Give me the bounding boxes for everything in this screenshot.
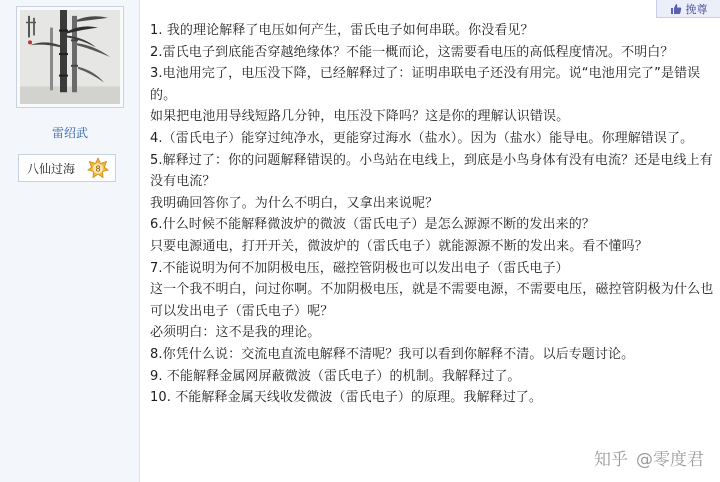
- post-line: 必须明白：这不是我的理论。: [150, 325, 321, 341]
- post-line: 5.解释过了：你的问题解释错误的。小鸟站在电线上，到底是小鸟身体有没有电流？还是电线上有没有电流？: [150, 152, 713, 190]
- user-sidebar: [0, 0, 140, 482]
- level-badge-icon: [87, 157, 109, 179]
- bamboo-painting-icon: [20, 10, 120, 104]
- post-line: 4.（雷氏电子）能穿过纯净水，更能穿过海水（盐水）。因为（盐水）能导电。你理解错误了。: [150, 130, 694, 146]
- post-line: 这一个我不明白，问过你啊。不加阴极电压，就是不需要电源，不需要电压，磁控管阴极为什么也可以发出电子（雷氏电子）呢？: [150, 282, 714, 319]
- report-label: 挽尊: [685, 2, 708, 16]
- post-line: 8.你凭什么说：交流电直流电解释不清呢？我可以看到你解释不清。以后专题讨论。: [150, 346, 635, 362]
- watermark-brand: 知乎: [594, 450, 628, 470]
- report-button[interactable]: [656, 0, 720, 18]
- rank-box: [18, 154, 116, 182]
- post-line: 9. 不能解释金属网屏蔽微波（雷氏电子）的机制。我解释过了。: [150, 368, 521, 384]
- avatar[interactable]: [20, 10, 120, 104]
- username-link[interactable]: 雷绍武: [51, 126, 88, 140]
- level-number: 8: [95, 164, 101, 174]
- zhihu-watermark: [594, 445, 704, 470]
- post-line: 6.什么时候不能解释微波炉的微波（雷氏电子）是怎么源源不断的发出来的？: [150, 217, 595, 233]
- post-content: [150, 20, 716, 409]
- post-line: 1. 我的理论解释了电压如何产生，雷氏电子如何串联。你没看见？: [150, 23, 534, 38]
- avatar-frame: [16, 6, 124, 108]
- post-line: 我明确回答你了。为什么不明白，又拿出来说呢？: [150, 195, 439, 211]
- watermark-author: @零度君: [636, 450, 704, 470]
- thumbs-up-icon: [670, 3, 682, 15]
- post-line: 10. 不能解释金属天线收发微波（雷氏电子）的原理。我解释过了。: [150, 390, 543, 406]
- post-line: 2.雷氏电子到底能否穿越绝缘体？不能一概而论，这需要看电压的高低程度情况。不明白？: [150, 44, 674, 60]
- post-line: 3.电池用完了，电压没下降，已经解释过了：证明串联电子还没有用完。说“电池用完了”是错误的。: [150, 66, 701, 103]
- post-line: 只要电源通电，打开开关，微波炉的（雷氏电子）就能源源不断的发出来。看不懂吗？: [150, 238, 648, 254]
- post-line: 如果把电池用导线短路几分钟，电压没下降吗？这是你的理解认识错误。: [150, 109, 570, 125]
- post-line: 7.不能说明为何不加阴极电压，磁控管阴极也可以发出电子（雷氏电子）: [150, 260, 569, 276]
- rank-label: 八仙过海: [27, 161, 76, 176]
